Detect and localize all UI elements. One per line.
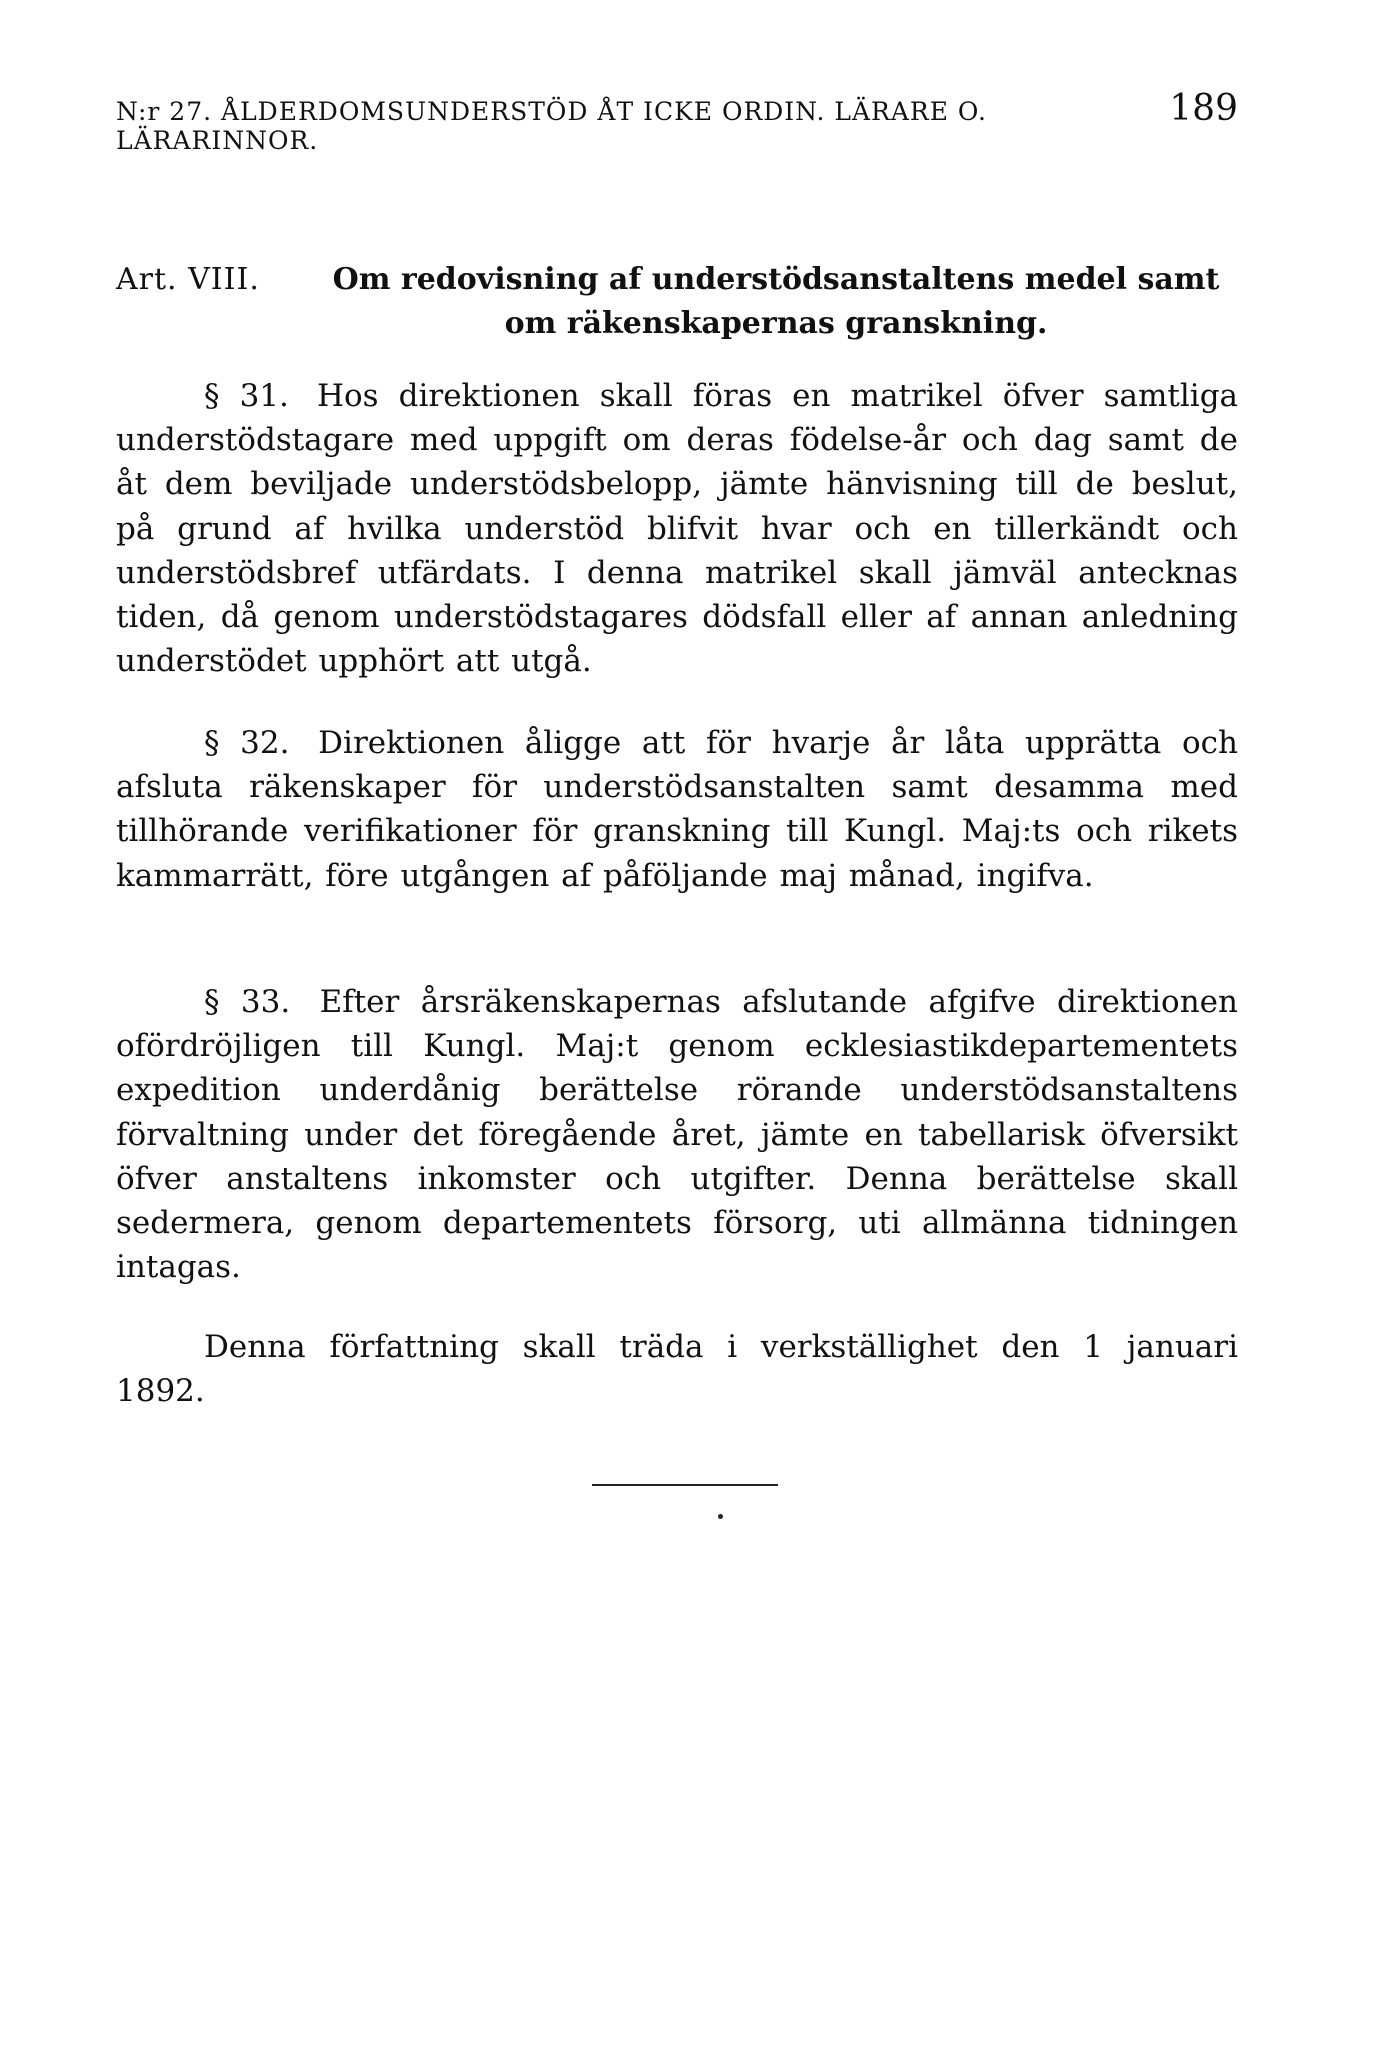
article-title: Om redovisning af understödsanstaltens medel samt om räkenskapernas granskning. (332, 262, 1220, 341)
article-label: Art. VIII. (116, 262, 260, 297)
section-text: Efter årsräkenskapernas afslutande afgifve direktionen ofördröjligen till Kungl. Maj:t genom ecklesiastikdepartementets expedition underdånig berättelse rörande understödsanstaltens förvaltning under det föregående året, jämte en tabellarisk öfversikt öfver anstaltens inkomster och utgifter. Denna berättelse skall sedermera, genom departementets försorg, uti allmänna tidningen intagas. (116, 984, 1238, 1286)
closing-statement: Denna författning skall träda i verkställighet den 1 januari 1892. (116, 1329, 1238, 1410)
document-page (116, 0, 1238, 2047)
section-32 (116, 721, 1238, 898)
header-title: N:r 27. ÅLDERDOMSUNDERSTÖD ÅT ICKE ORDIN. LÄRARE O. LÄRARINNOR. (116, 97, 987, 155)
running-header (116, 88, 1238, 155)
end-dot (718, 1514, 723, 1519)
page-number: 189 (1169, 88, 1238, 129)
section-symbol: § 33. (204, 984, 291, 1020)
section-33 (116, 980, 1238, 1289)
end-rule (592, 1484, 778, 1486)
section-symbol: § 32. (204, 725, 290, 761)
section-text: Direktionen åligge att för hvarje år låta upprätta och afsluta räkenskaper för understödsanstalten samt desamma med tillhörande verifikationer för granskning till Kungl. Maj:ts och rikets kammarrätt, före utgången af påföljande maj månad, ingifva. (116, 725, 1239, 894)
section-31 (116, 374, 1238, 683)
section-text: Hos direktionen skall föras en matrikel öfver samtliga understödstagare med uppgift om deras födelse-år och dag samt de åt dem beviljade understödsbelopp, jämte hänvisning till de beslut, på grund af hvilka understöd blifvit hvar och en tillerkändt och understödsbref utfärdats. I denna matrikel skall jämväl antecknas tiden, då genom understödstagares dödsfall eller af annan anledning understödet upphört att utgå. (116, 378, 1239, 680)
section-symbol: § 31. (204, 378, 289, 414)
